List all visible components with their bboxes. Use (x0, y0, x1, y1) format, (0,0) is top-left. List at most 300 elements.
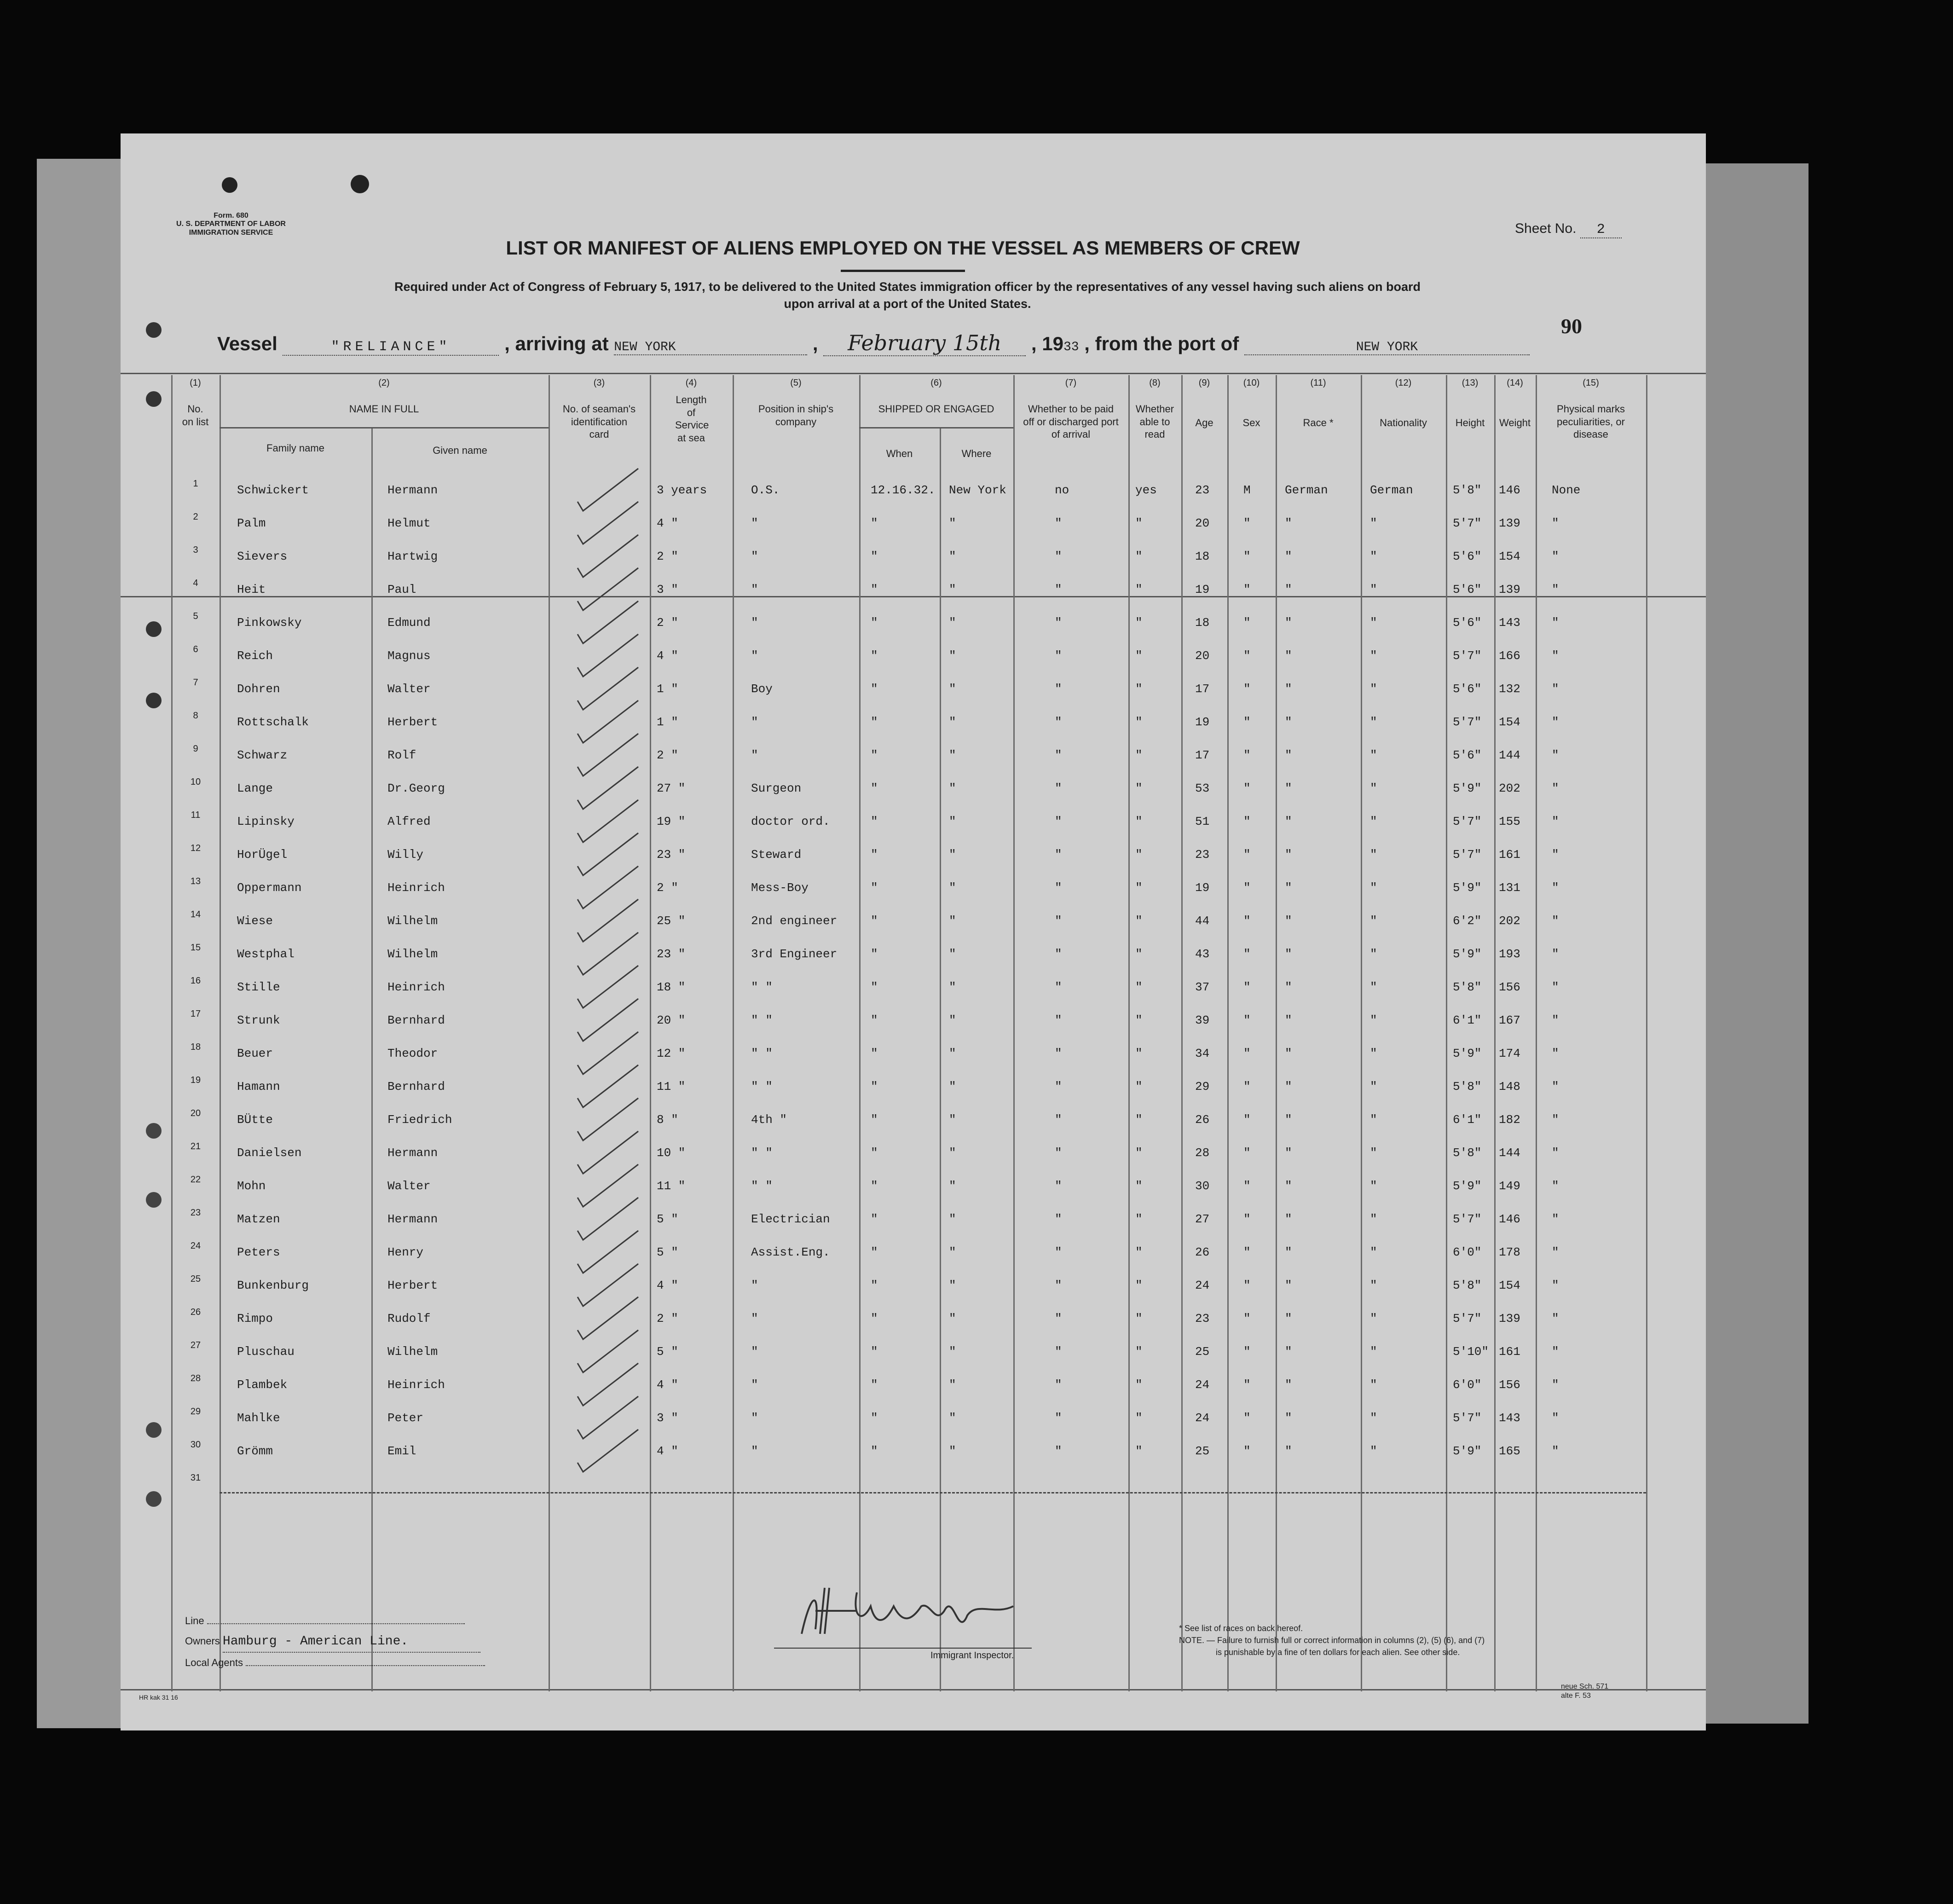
age-cell: 17 (1195, 682, 1210, 696)
physical-marks-cell: " (1552, 848, 1559, 862)
shipped-where-cell: " (949, 715, 956, 729)
physical-marks-cell: " (1552, 781, 1559, 795)
nationality-cell: " (1370, 848, 1377, 862)
able-to-read-cell: " (1135, 516, 1143, 530)
penalty-note-1: NOTE. — Failure to furnish full or correct information in columns (2), (5) (6), and (7) (1179, 1636, 1485, 1645)
paid-off-cell: " (1055, 1179, 1062, 1193)
manifest-sheet (121, 133, 1706, 1730)
table-row (121, 479, 1706, 512)
family-name-cell: Palm (237, 516, 266, 530)
able-to-read-cell: " (1135, 715, 1143, 729)
able-to-read-cell: " (1135, 583, 1143, 596)
col-header-8: (8) Whether able to read (1135, 378, 1174, 440)
nationality-cell: " (1370, 947, 1377, 961)
subheader-rule (859, 427, 1013, 428)
nationality-cell: " (1370, 583, 1377, 596)
service-name: IMMIGRATION SERVICE (189, 228, 273, 237)
paid-off-cell: " (1055, 516, 1062, 530)
table-row (121, 1241, 1706, 1274)
shipped-where-cell: " (949, 1378, 956, 1392)
height-cell: 5'9" (1453, 947, 1482, 961)
able-to-read-cell: " (1135, 848, 1143, 862)
row-number: 10 (190, 777, 201, 787)
height-cell: 5'10" (1453, 1345, 1489, 1359)
race-cell: " (1285, 1245, 1292, 1259)
sex-cell: " (1243, 781, 1251, 795)
paid-off-cell: " (1055, 682, 1062, 696)
service-length-cell: 3 years (657, 483, 707, 497)
family-name-cell: Stille (237, 980, 280, 994)
shipped-when-cell: " (871, 980, 878, 994)
service-length-cell: 2 " (657, 616, 678, 630)
service-length-cell: 3 " (657, 583, 678, 596)
service-length-cell: 18 " (657, 980, 686, 994)
weight-cell: 182 (1499, 1113, 1520, 1127)
col-header-14: (14) Weight (1499, 378, 1531, 428)
height-cell: 5'8" (1453, 1279, 1482, 1292)
given-name-cell: Wilhelm (387, 914, 438, 928)
weight-cell: 146 (1499, 483, 1520, 497)
able-to-read-cell: " (1135, 980, 1143, 994)
able-to-read-cell: " (1135, 781, 1143, 795)
row-number: 12 (190, 843, 201, 853)
page-number: 90 (1561, 314, 1582, 338)
race-cell: " (1285, 1113, 1292, 1127)
weight-cell: 156 (1499, 980, 1520, 994)
table-row (121, 1440, 1706, 1473)
shipped-when-cell: " (871, 1312, 878, 1325)
weight-cell: 193 (1499, 947, 1520, 961)
height-cell: 5'7" (1453, 1411, 1482, 1425)
age-cell: 25 (1195, 1444, 1210, 1458)
height-cell: 5'7" (1453, 1312, 1482, 1325)
weight-cell: 139 (1499, 583, 1520, 596)
height-cell: 5'9" (1453, 1047, 1482, 1060)
age-cell: 17 (1195, 748, 1210, 762)
table-bottom-rule (121, 1689, 1706, 1690)
position-cell: " " (751, 1179, 773, 1193)
service-length-cell: 1 " (657, 682, 678, 696)
service-length-cell: 19 " (657, 815, 686, 828)
check-mark-icon (574, 1426, 643, 1476)
physical-marks-cell: " (1552, 1245, 1559, 1259)
nationality-cell: " (1370, 682, 1377, 696)
paid-off-cell: " (1055, 1312, 1062, 1325)
nationality-cell: " (1370, 1212, 1377, 1226)
shipped-where-cell: " (949, 1312, 956, 1325)
nationality-cell: " (1370, 1312, 1377, 1325)
race-cell: " (1285, 1279, 1292, 1292)
shipped-where-cell: " (949, 616, 956, 630)
shipped-where-cell: " (949, 1113, 956, 1127)
family-name-cell: Strunk (237, 1013, 280, 1027)
sex-cell: " (1243, 1411, 1251, 1425)
row-number: 9 (193, 744, 198, 754)
col-header-6b: Where (961, 448, 992, 459)
height-cell: 5'7" (1453, 649, 1482, 663)
table-row (121, 909, 1706, 943)
shipped-when-cell: " (871, 881, 878, 895)
height-cell: 5'7" (1453, 848, 1482, 862)
sex-cell: " (1243, 1312, 1251, 1325)
footer-left (185, 1611, 485, 1673)
sex-cell: " (1243, 1113, 1251, 1127)
agents-field: Local Agents (185, 1653, 485, 1673)
given-name-cell: Magnus (387, 649, 431, 663)
subheader-rule (220, 427, 549, 428)
family-name-cell: Pluschau (237, 1345, 295, 1359)
shipped-when-cell: " (871, 1013, 878, 1027)
binder-board-right (1703, 163, 1809, 1724)
col-header-2: (2) NAME IN FULL (349, 378, 419, 415)
shipped-where-cell: " (949, 1345, 956, 1359)
family-name-cell: Bunkenburg (237, 1279, 309, 1292)
able-to-read-cell: " (1135, 1212, 1143, 1226)
shipped-where-cell: " (949, 1411, 956, 1425)
nationality-cell: German (1370, 483, 1413, 497)
physical-marks-cell: " (1552, 947, 1559, 961)
age-cell: 34 (1195, 1047, 1210, 1060)
able-to-read-cell: " (1135, 1345, 1143, 1359)
vessel-label: Vessel (217, 333, 277, 354)
sex-cell: " (1243, 1080, 1251, 1094)
sex-cell: M (1243, 483, 1251, 497)
weight-cell: 139 (1499, 1312, 1520, 1325)
race-cell: " (1285, 1312, 1292, 1325)
race-cell: " (1285, 815, 1292, 828)
row-number: 19 (190, 1075, 201, 1085)
race-cell: " (1285, 881, 1292, 895)
nationality-cell: " (1370, 1146, 1377, 1160)
weight-cell: 144 (1499, 1146, 1520, 1160)
sex-cell: " (1243, 583, 1251, 596)
nationality-cell: " (1370, 715, 1377, 729)
family-name-cell: Sievers (237, 550, 288, 563)
able-to-read-cell: yes (1135, 483, 1157, 497)
race-cell: " (1285, 781, 1292, 795)
able-to-read-cell: " (1135, 1013, 1143, 1027)
position-cell: " (751, 1312, 758, 1325)
nationality-cell: " (1370, 1013, 1377, 1027)
family-name-cell: Heit (237, 583, 266, 596)
year-prefix: 19 (1042, 333, 1063, 354)
shipped-where-cell: " (949, 815, 956, 828)
weight-cell: 165 (1499, 1444, 1520, 1458)
table-row (121, 1009, 1706, 1042)
sex-cell: " (1243, 1245, 1251, 1259)
physical-marks-cell: " (1552, 1312, 1559, 1325)
given-name-cell: Hermann (387, 1146, 438, 1160)
family-name-cell: Hamann (237, 1080, 280, 1094)
table-row (121, 677, 1706, 711)
subtitle-line-2: upon arrival at a port of the United States. (784, 297, 1031, 311)
sex-cell: " (1243, 682, 1251, 696)
race-note: * See list of races on back hereof. (1179, 1624, 1303, 1633)
position-cell: " " (751, 1013, 773, 1027)
race-cell: " (1285, 516, 1292, 530)
sex-cell: " (1243, 616, 1251, 630)
shipped-where-cell: " (949, 748, 956, 762)
weight-cell: 202 (1499, 781, 1520, 795)
weight-cell: 146 (1499, 1212, 1520, 1226)
penalty-note-2: is punishable by a fine of ten dollars for each alien. See other side. (1216, 1648, 1460, 1657)
position-cell: Steward (751, 848, 802, 862)
height-cell: 5'9" (1453, 1179, 1482, 1193)
paid-off-cell: " (1055, 583, 1062, 596)
row-number: 11 (191, 810, 201, 820)
given-name-cell: Rudolf (387, 1312, 431, 1325)
weight-cell: 156 (1499, 1378, 1520, 1392)
table-row (121, 1208, 1706, 1241)
age-cell: 28 (1195, 1146, 1210, 1160)
paid-off-cell: " (1055, 815, 1062, 828)
shipped-when-cell: " (871, 947, 878, 961)
age-cell: 19 (1195, 881, 1210, 895)
shipped-where-cell: " (949, 1080, 956, 1094)
family-name-cell: Danielsen (237, 1146, 302, 1160)
given-name-cell: Hermann (387, 1212, 438, 1226)
given-name-cell: Willy (387, 848, 424, 862)
inspector-line (774, 1648, 1032, 1649)
shipped-where-cell: " (949, 550, 956, 563)
col-header-2b: Given name (433, 445, 487, 456)
able-to-read-cell: " (1135, 1179, 1143, 1193)
race-cell: " (1285, 1179, 1292, 1193)
table-row (121, 644, 1706, 677)
paid-off-cell: " (1055, 881, 1062, 895)
service-length-cell: 23 " (657, 947, 686, 961)
position-cell: doctor ord. (751, 815, 830, 828)
nationality-cell: " (1370, 881, 1377, 895)
physical-marks-cell: " (1552, 914, 1559, 928)
height-cell: 5'9" (1453, 881, 1482, 895)
given-name-cell: Peter (387, 1411, 424, 1425)
row-number: 7 (193, 677, 198, 688)
row-number: 28 (190, 1373, 201, 1383)
service-length-cell: 2 " (657, 748, 678, 762)
race-cell: " (1285, 649, 1292, 663)
table-row (121, 1108, 1706, 1141)
nationality-cell: " (1370, 616, 1377, 630)
row-number: 2 (193, 512, 198, 522)
shipped-when-cell: " (871, 550, 878, 563)
sex-cell: " (1243, 748, 1251, 762)
from-label: , from the port of (1084, 333, 1239, 354)
able-to-read-cell: " (1135, 947, 1143, 961)
height-cell: 6'0" (1453, 1378, 1482, 1392)
service-length-cell: 11 " (657, 1080, 686, 1094)
weight-cell: 144 (1499, 748, 1520, 762)
physical-marks-cell: " (1552, 1378, 1559, 1392)
sex-cell: " (1243, 1212, 1251, 1226)
shipped-where-cell: " (949, 516, 956, 530)
family-name-cell: HorÜgel (237, 848, 288, 862)
paid-off-cell: " (1055, 1080, 1062, 1094)
weight-cell: 154 (1499, 1279, 1520, 1292)
position-cell: " (751, 1345, 758, 1359)
shipped-where-cell: " (949, 881, 956, 895)
punch-hole (222, 177, 237, 193)
physical-marks-cell: " (1552, 1444, 1559, 1458)
paid-off-cell: " (1055, 1245, 1062, 1259)
given-name-cell: Heinrich (387, 881, 445, 895)
able-to-read-cell: " (1135, 748, 1143, 762)
shipped-where-cell: " (949, 914, 956, 928)
punch-hole (146, 322, 162, 338)
race-cell: German (1285, 483, 1328, 497)
physical-marks-cell: " (1552, 1179, 1559, 1193)
race-cell: " (1285, 848, 1292, 862)
age-cell: 43 (1195, 947, 1210, 961)
age-cell: 23 (1195, 483, 1210, 497)
year-suffix: 33 (1063, 340, 1079, 354)
age-cell: 23 (1195, 848, 1210, 862)
age-cell: 26 (1195, 1113, 1210, 1127)
sex-cell: " (1243, 1444, 1251, 1458)
shipped-where-cell: " (949, 781, 956, 795)
race-cell: " (1285, 914, 1292, 928)
service-length-cell: 4 " (657, 1444, 678, 1458)
age-cell: 19 (1195, 715, 1210, 729)
age-cell: 18 (1195, 550, 1210, 563)
service-length-cell: 4 " (657, 1378, 678, 1392)
age-cell: 30 (1195, 1179, 1210, 1193)
col-header-2a: Family name (266, 442, 324, 454)
col-header-6: (6) SHIPPED OR ENGAGED (878, 378, 994, 415)
family-name-cell: Grömm (237, 1444, 273, 1458)
sex-cell: " (1243, 815, 1251, 828)
position-cell: " " (751, 1080, 773, 1094)
shipped-when-cell: " (871, 1080, 878, 1094)
punch-hole (351, 175, 369, 193)
paid-off-cell: " (1055, 947, 1062, 961)
col-header-1: (1) No. on list (182, 378, 209, 428)
position-cell: O.S. (751, 483, 780, 497)
age-cell: 19 (1195, 583, 1210, 596)
nationality-cell: " (1370, 980, 1377, 994)
position-cell: " (751, 1279, 758, 1292)
paid-off-cell: " (1055, 1345, 1062, 1359)
race-cell: " (1285, 1411, 1292, 1425)
shipped-when-cell: " (871, 848, 878, 862)
weight-cell: 132 (1499, 682, 1520, 696)
table-top-rule (121, 373, 1706, 374)
nationality-cell: " (1370, 649, 1377, 663)
shipped-when-cell: " (871, 1047, 878, 1060)
shipped-where-cell: " (949, 848, 956, 862)
shipped-when-cell: " (871, 1212, 878, 1226)
line-field: Line (185, 1611, 485, 1631)
shipped-where-cell: " (949, 1212, 956, 1226)
position-cell: Surgeon (751, 781, 802, 795)
race-cell: " (1285, 1345, 1292, 1359)
position-cell: 4th " (751, 1113, 787, 1127)
physical-marks-cell: " (1552, 616, 1559, 630)
family-name-cell: Lipinsky (237, 815, 295, 828)
form-number: Form. 680 (214, 212, 248, 220)
race-cell: " (1285, 715, 1292, 729)
physical-marks-cell: " (1552, 1212, 1559, 1226)
family-name-cell: Schwickert (237, 483, 309, 497)
owners-field: Owners Hamburg - American Line. (185, 1631, 485, 1653)
paid-off-cell: no (1055, 483, 1069, 497)
position-cell: Assist.Eng. (751, 1245, 830, 1259)
vessel-name: "RELIANCE" (283, 339, 499, 356)
shipped-when-cell: " (871, 1179, 878, 1193)
sheet-number: 2 (1580, 222, 1622, 238)
able-to-read-cell: " (1135, 1080, 1143, 1094)
paid-off-cell: " (1055, 1279, 1062, 1292)
height-cell: 6'1" (1453, 1113, 1482, 1127)
position-cell: " (751, 1411, 758, 1425)
able-to-read-cell: " (1135, 914, 1143, 928)
sex-cell: " (1243, 1013, 1251, 1027)
sex-cell: " (1243, 1279, 1251, 1292)
col-header-7: (7) Whether to be paid off or discharged port of arrival (1023, 378, 1119, 440)
physical-marks-cell: " (1552, 980, 1559, 994)
nationality-cell: " (1370, 516, 1377, 530)
col-header-3: (3) No. of seaman's identification card (562, 378, 636, 440)
height-cell: 6'0" (1453, 1245, 1482, 1259)
position-cell: " (751, 649, 758, 663)
shipped-where-cell: " (949, 1047, 956, 1060)
row-number: 6 (193, 644, 198, 654)
position-cell: Mess-Boy (751, 881, 809, 895)
row-number: 24 (190, 1241, 201, 1251)
nationality-cell: " (1370, 1047, 1377, 1060)
given-name-cell: Hermann (387, 483, 438, 497)
sex-cell: " (1243, 550, 1251, 563)
paid-off-cell: " (1055, 1212, 1062, 1226)
sex-cell: " (1243, 1345, 1251, 1359)
service-length-cell: 5 " (657, 1245, 678, 1259)
row-number: 4 (193, 578, 198, 588)
given-name-cell: Walter (387, 1179, 431, 1193)
physical-marks-cell: " (1552, 649, 1559, 663)
table-row (121, 1175, 1706, 1208)
shipped-where-cell: " (949, 1444, 956, 1458)
weight-cell: 161 (1499, 1345, 1520, 1359)
given-name-cell: Hartwig (387, 550, 438, 563)
weight-cell: 155 (1499, 815, 1520, 828)
paid-off-cell: " (1055, 1146, 1062, 1160)
position-cell: " (751, 550, 758, 563)
given-name-cell: Edmund (387, 616, 431, 630)
age-cell: 18 (1195, 616, 1210, 630)
family-name-cell: Pinkowsky (237, 616, 302, 630)
family-name-cell: Peters (237, 1245, 280, 1259)
weight-cell: 154 (1499, 715, 1520, 729)
nationality-cell: " (1370, 914, 1377, 928)
height-cell: 5'7" (1453, 715, 1482, 729)
row-number: 15 (190, 943, 201, 953)
family-name-cell: Mahlke (237, 1411, 280, 1425)
shipped-where-cell: " (949, 1013, 956, 1027)
shipped-when-cell: " (871, 1411, 878, 1425)
given-name-cell: Wilhelm (387, 947, 438, 961)
table-row (121, 1042, 1706, 1075)
shipped-when-cell: " (871, 649, 878, 663)
able-to-read-cell: " (1135, 649, 1143, 663)
paid-off-cell: " (1055, 550, 1062, 563)
row-number: 13 (190, 876, 201, 886)
nationality-cell: " (1370, 1179, 1377, 1193)
race-cell: " (1285, 583, 1292, 596)
table-row (121, 777, 1706, 810)
height-cell: 5'7" (1453, 815, 1482, 828)
paid-off-cell: " (1055, 781, 1062, 795)
physical-marks-cell: " (1552, 815, 1559, 828)
